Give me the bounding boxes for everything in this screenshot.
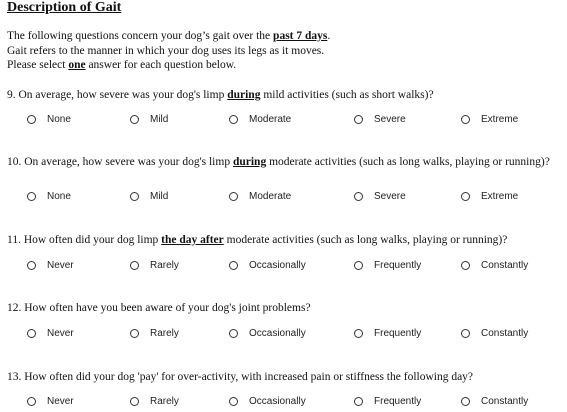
question-13-option-rarely[interactable]: Rarely (130, 396, 179, 407)
radio-button-icon[interactable] (27, 261, 36, 270)
radio-button-icon[interactable] (27, 329, 36, 338)
question-12-option-occasionally[interactable]: Occasionally (229, 328, 306, 339)
intro-emphasis-past-7-days: past 7 days (273, 30, 328, 42)
radio-button-icon[interactable] (354, 261, 363, 270)
intro-emphasis-one: one (68, 59, 86, 71)
radio-button-icon[interactable] (27, 115, 36, 124)
question-10-options (0, 191, 567, 207)
radio-button-icon[interactable] (461, 397, 470, 406)
question-9-option-none[interactable]: None (27, 114, 71, 125)
question-10-option-moderate[interactable]: Moderate (229, 191, 291, 202)
question-13-option-never[interactable]: Never (27, 396, 74, 407)
radio-button-icon[interactable] (461, 261, 470, 270)
question-9-option-severe[interactable]: Severe (354, 114, 406, 125)
radio-button-icon[interactable] (229, 329, 238, 338)
question-12-option-constantly[interactable]: Constantly (461, 328, 528, 339)
question-10: 10. On average, how severe was your dog's limp during moderate activities (such as long walks, playing or running)? (7, 156, 550, 168)
question-9: 9. On average, how severe was your dog's limp during mild activities (such as short walks)? (7, 89, 434, 101)
radio-button-icon[interactable] (130, 397, 139, 406)
question-11-option-rarely[interactable]: Rarely (130, 260, 179, 271)
intro-line-1: The following questions concern your dog’s gait over the past 7 days. (7, 30, 331, 42)
question-13: 13. How often did your dog 'pay' for over-activity, with increased pain or stiffness the following day? (7, 371, 474, 383)
question-9-option-mild[interactable]: Mild (130, 114, 168, 125)
radio-button-icon[interactable] (461, 192, 470, 201)
radio-button-icon[interactable] (229, 397, 238, 406)
radio-button-icon[interactable] (229, 115, 238, 124)
radio-button-icon[interactable] (130, 192, 139, 201)
question-11-options (0, 260, 567, 276)
question-10-option-severe[interactable]: Severe (354, 191, 406, 202)
question-10-option-none[interactable]: None (27, 191, 71, 202)
question-10-option-mild[interactable]: Mild (130, 191, 168, 202)
question-11-option-occasionally[interactable]: Occasionally (229, 260, 306, 271)
question-13-option-constantly[interactable]: Constantly (461, 396, 528, 407)
radio-button-icon[interactable] (130, 115, 139, 124)
question-11-option-never[interactable]: Never (27, 260, 74, 271)
radio-button-icon[interactable] (130, 261, 139, 270)
question-9-options (0, 114, 567, 130)
question-10-option-extreme[interactable]: Extreme (461, 191, 518, 202)
question-11-option-frequently[interactable]: Frequently (354, 260, 421, 271)
radio-button-icon[interactable] (27, 192, 36, 201)
radio-button-icon[interactable] (229, 261, 238, 270)
intro-line-3: Please select one answer for each question below. (7, 59, 237, 71)
question-12-option-rarely[interactable]: Rarely (130, 328, 179, 339)
question-12-option-never[interactable]: Never (27, 328, 74, 339)
radio-button-icon[interactable] (354, 397, 363, 406)
radio-button-icon[interactable] (130, 329, 139, 338)
question-11-option-constantly[interactable]: Constantly (461, 260, 528, 271)
radio-button-icon[interactable] (354, 329, 363, 338)
question-13-option-occasionally[interactable]: Occasionally (229, 396, 306, 407)
question-9-option-extreme[interactable]: Extreme (461, 114, 518, 125)
radio-button-icon[interactable] (27, 397, 36, 406)
question-11: 11. How often did your dog limp the day after moderate activities (such as long walks, playing or running)? (7, 234, 508, 246)
question-12: 12. How often have you been aware of your dog's joint problems? (7, 302, 311, 314)
radio-button-icon[interactable] (354, 115, 363, 124)
radio-button-icon[interactable] (461, 329, 470, 338)
question-12-option-frequently[interactable]: Frequently (354, 328, 421, 339)
question-12-options (0, 328, 567, 344)
question-13-option-frequently[interactable]: Frequently (354, 396, 421, 407)
radio-button-icon[interactable] (354, 192, 363, 201)
section-title: Description of Gait (7, 0, 122, 15)
radio-button-icon[interactable] (229, 192, 238, 201)
question-9-option-moderate[interactable]: Moderate (229, 114, 291, 125)
intro-text (7, 29, 330, 73)
radio-button-icon[interactable] (461, 115, 470, 124)
intro-line-2: Gait refers to the manner in which your dog uses its legs as it moves. (7, 44, 325, 57)
